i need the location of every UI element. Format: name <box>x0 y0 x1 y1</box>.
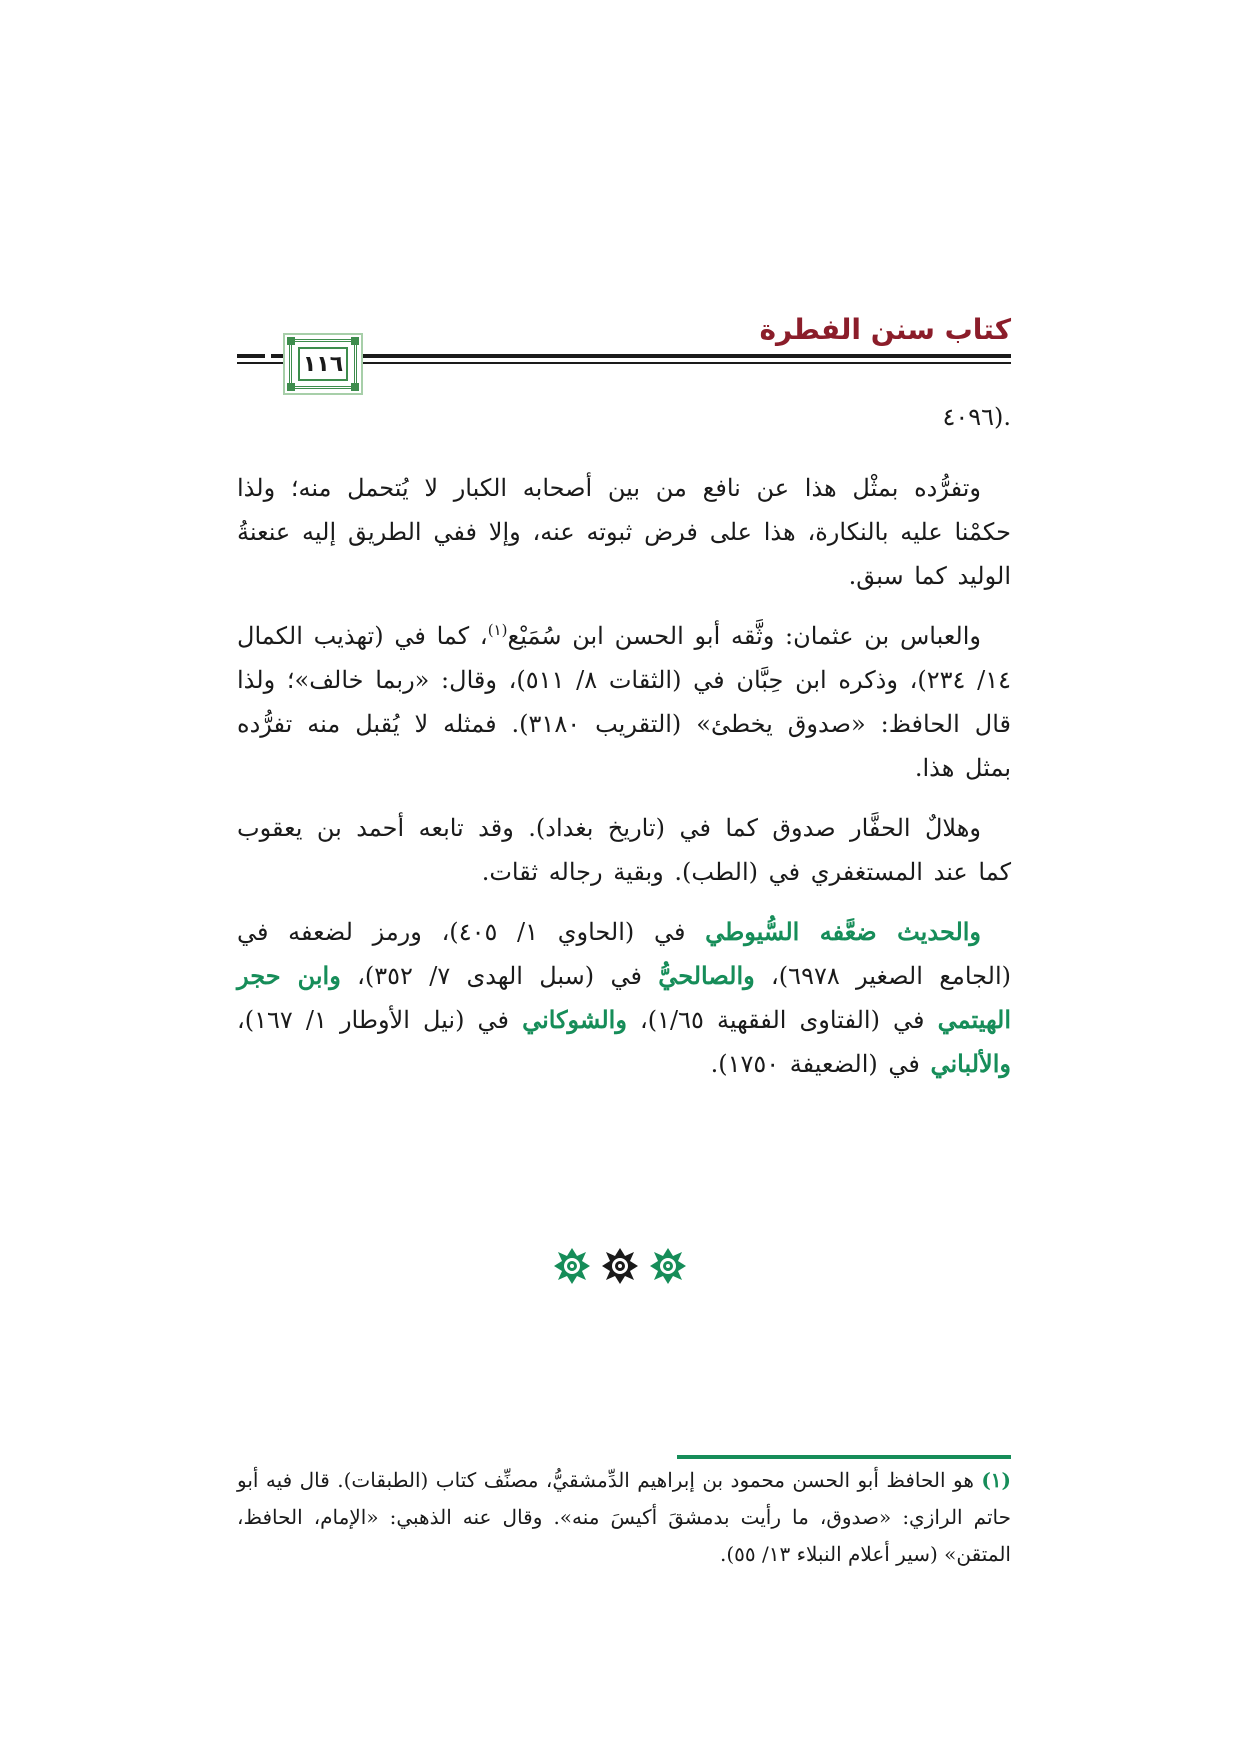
text-run: وتفرُّده بمثْل هذا عن نافع من بين أصحابه الكبار لا يُتحمل منه؛ ولذا حكمْنا عليه بالنكارة، هذا على فرض ثبوته عنه، وإلا ففي الطريق إليه عنعنةُ الوليد كما سبق. <box>237 474 1011 590</box>
text-run: في (الحاوي ١/ ٤٠٥)، ورمز لضعفه في (الجامع الصغير ٦٩٧٨)، <box>237 918 1011 990</box>
text-run: في (نيل الأوطار ١/ ١٦٧)، <box>237 1006 523 1034</box>
book-title: كتاب سنن الفطرة <box>759 313 1011 346</box>
text-run: في (الضعيفة ١٧٥٠). <box>710 1050 931 1078</box>
text-run: في (سبل الهدى ٧/ ٣٥٢)، <box>340 962 659 990</box>
highlighted-name: والصالحيُّ <box>658 961 755 990</box>
footnote-separator <box>677 1455 1011 1459</box>
page-number: ١١٦ <box>302 351 344 377</box>
frame-corner-ornament-icon <box>351 383 359 391</box>
footnote-marker: (١) <box>981 1468 1011 1492</box>
star-ornament-icon <box>600 1246 640 1286</box>
paragraphs <box>237 466 1011 1086</box>
paragraph <box>237 806 1011 894</box>
text-run: وهلالٌ الحفَّار صدوق كما في (تاريخ بغداد). وقد تابعه أحمد بن يعقوب كما عند المستغفري في (الطب). وبقية رجاله ثقات. <box>237 814 1011 886</box>
highlighted-name: والحديث ضعَّفه السُّيوطي <box>705 917 982 946</box>
frame-corner-ornament-icon <box>351 337 359 345</box>
carried-over-line: .(٤٠٩٦ <box>942 403 1011 431</box>
footnote <box>237 1462 1011 1573</box>
highlighted-name: وابن حجر الهيتمي <box>237 961 1012 1034</box>
star-ornament-icon <box>552 1246 592 1286</box>
page-header <box>237 313 1011 393</box>
main-text <box>237 398 1011 1102</box>
paragraph <box>237 466 1011 598</box>
highlighted-name: والشوكاني <box>522 1005 627 1034</box>
footnote-text: هو الحافظ أبو الحسن محمود بن إبراهيم الدِّمشقيُّ، مصنِّف كتاب (الطبقات). قال فيه أبو حاتم الرازي: «صدوق، ما رأيت بدمشقَ أكيسَ منه». وقال عنه الذهبي: «الإمام، الحافظ، المتقن» (سير أعلام النبلاء ١٣/ ٥٥). <box>237 1468 1011 1566</box>
frame-corner-ornament-icon <box>287 337 295 345</box>
paragraph <box>237 910 1011 1086</box>
highlighted-name: والألباني <box>930 1049 1011 1078</box>
footnote-reference: (١) <box>487 621 508 639</box>
header-rule-left <box>237 344 271 359</box>
page-number-inner <box>298 347 348 381</box>
text-run: ، كما في (تهذيب الكمال ١٤/ ٢٣٤)، وذكره ابن حِبَّان في (الثقات ٨/ ٥١١)، وقال: «ربما خالف»؛ ولذا قال الحافظ: «صدوق يخطئ» (التقريب ٣١٨٠). فمثله لا يُقبل منه تفرُّده بمثل هذا. <box>237 622 1011 782</box>
frame-corner-ornament-icon <box>287 383 295 391</box>
paragraph <box>237 614 1011 790</box>
section-divider-ornaments <box>0 1246 1240 1286</box>
text-run: والعباس بن عثمان: وثَّقه أبو الحسن ابن سُمَيْع <box>507 622 981 650</box>
star-ornament-icon <box>648 1246 688 1286</box>
page-number-frame <box>289 339 357 389</box>
text-run: في (الفتاوى الفقهية ١/٦٥)، <box>626 1006 938 1034</box>
